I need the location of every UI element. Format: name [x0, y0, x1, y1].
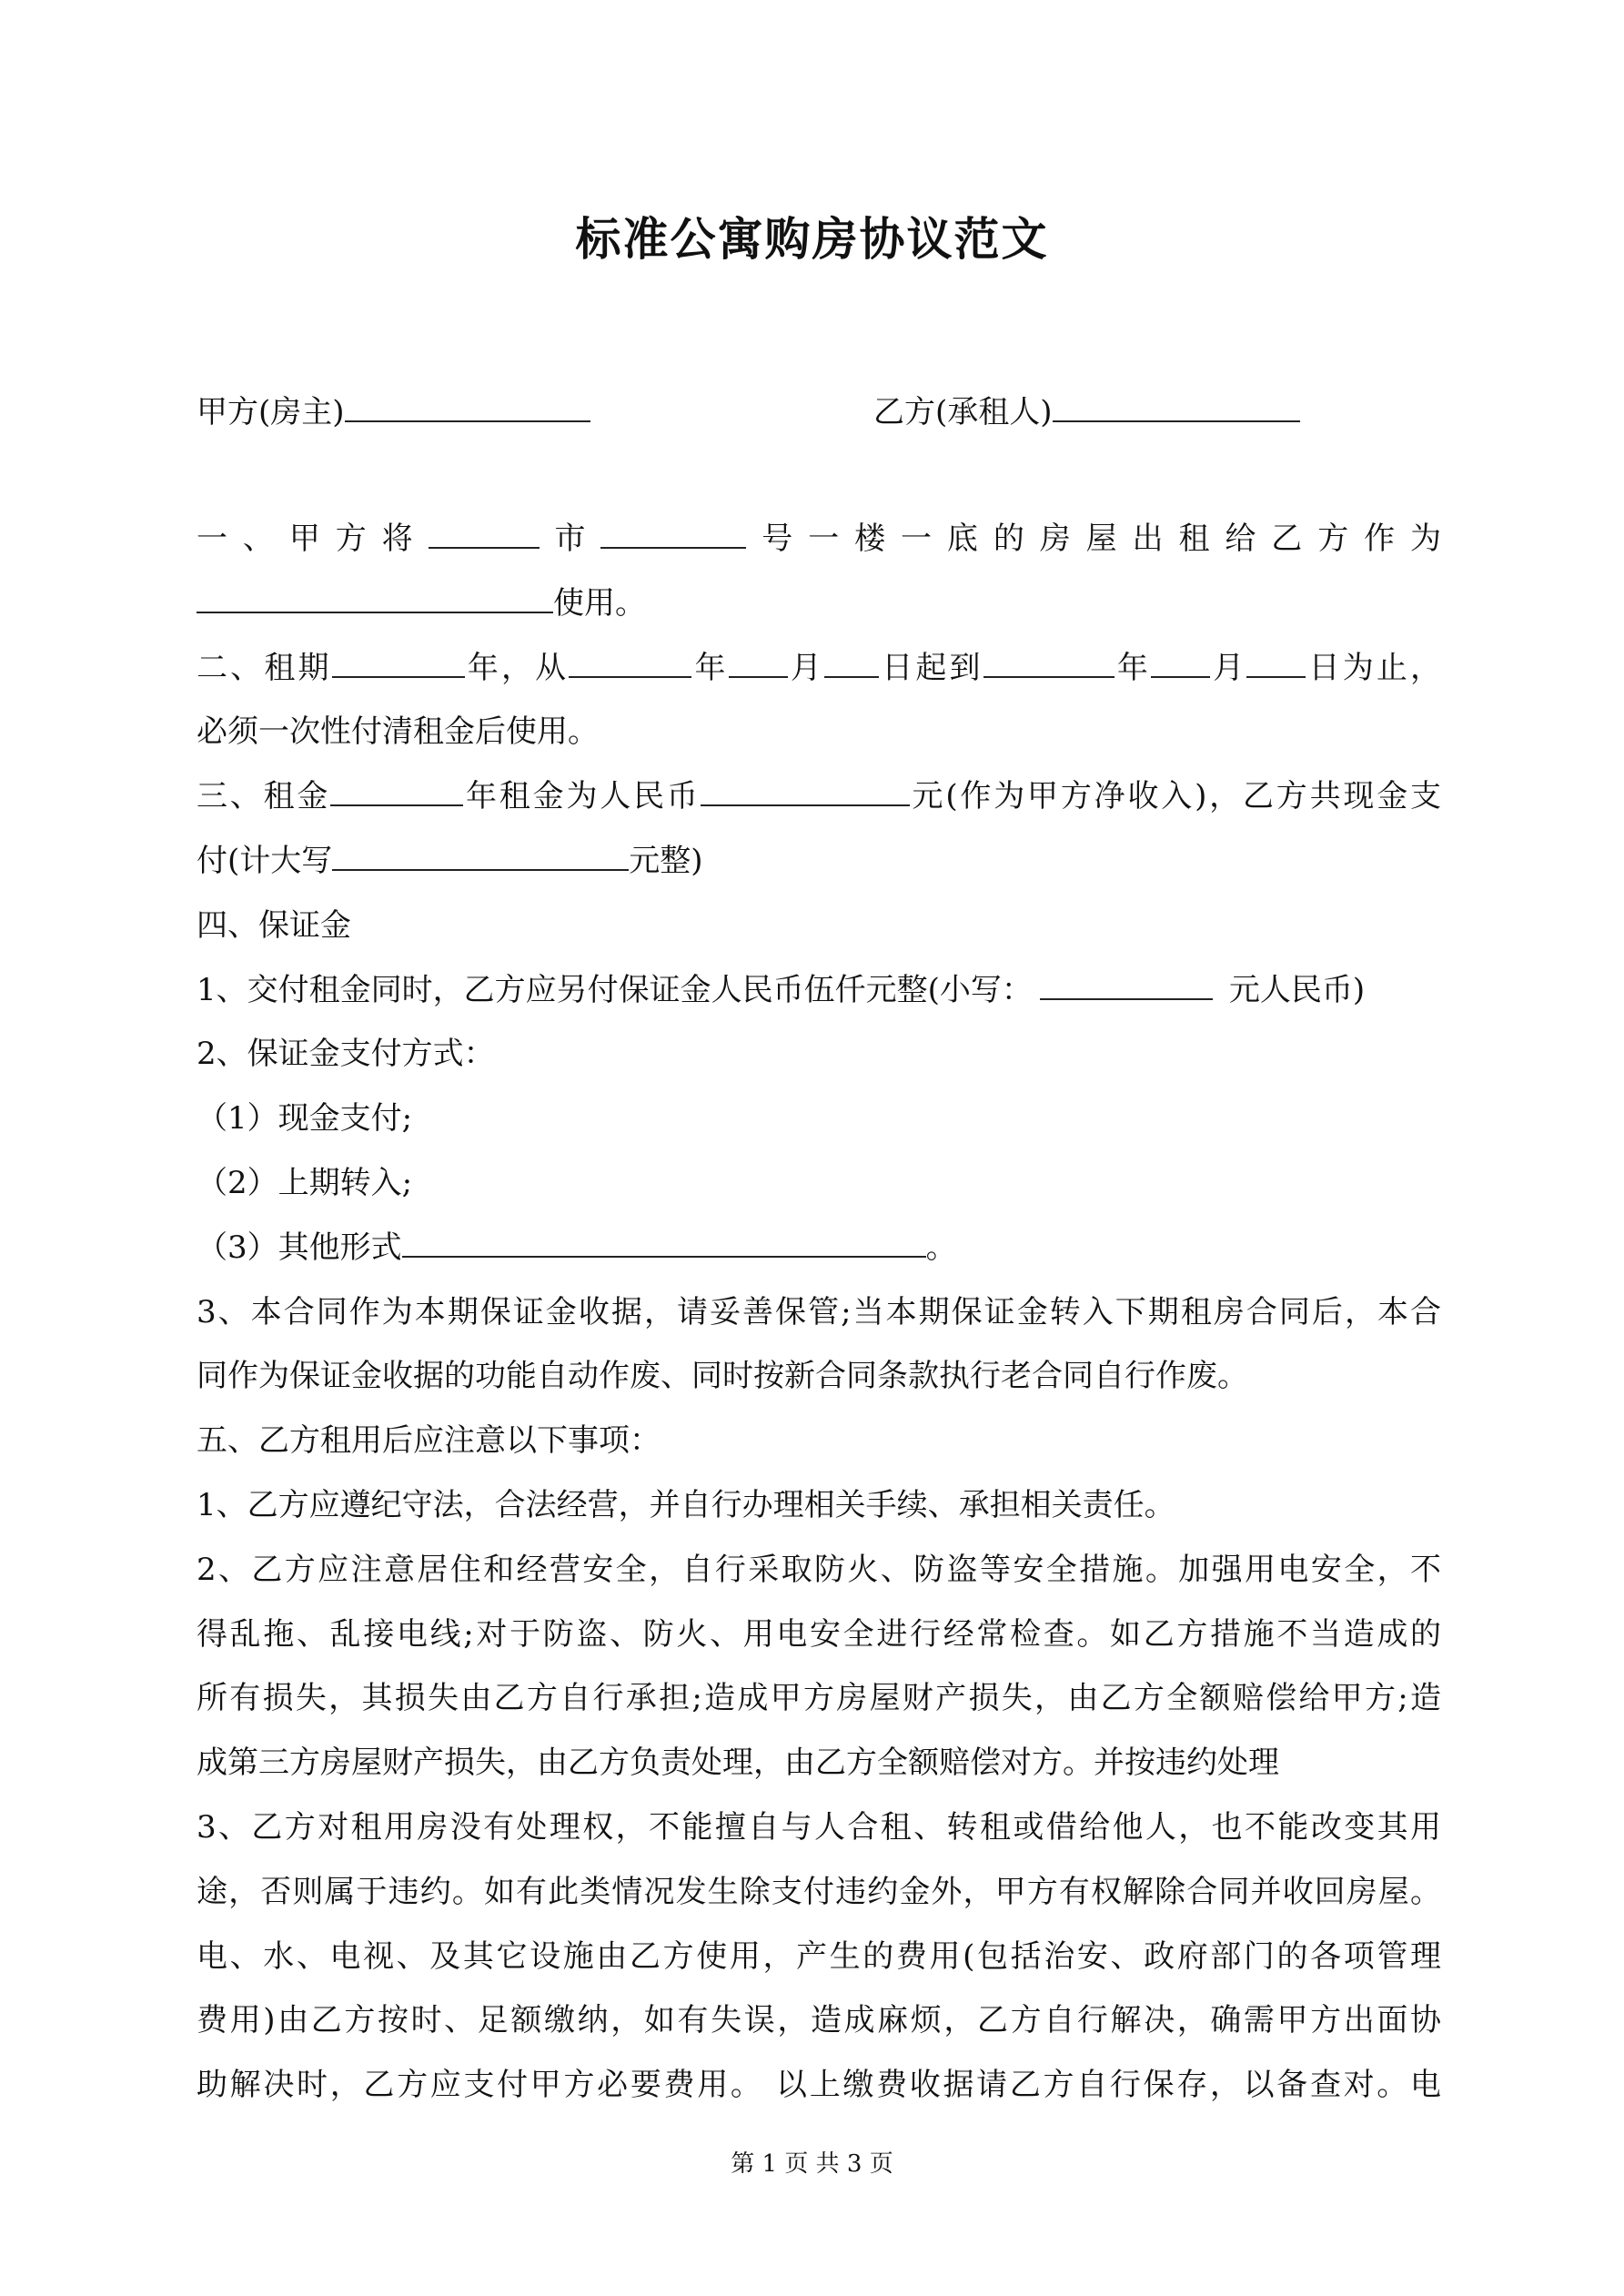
fill-in-blank[interactable]: [569, 649, 691, 678]
party-b-field: [873, 382, 1300, 442]
fill-in-blank[interactable]: [330, 777, 463, 806]
text-segment: 二、租期: [197, 649, 332, 686]
text-segment: 元整): [629, 842, 703, 879]
text-line: [197, 2053, 1441, 2118]
fill-in-blank[interactable]: [1040, 971, 1213, 1000]
party-a-field: [197, 382, 590, 442]
text-line: [197, 958, 1441, 1023]
text-segment: 三、租金: [197, 778, 331, 815]
text-line: [197, 1666, 1441, 1731]
text-line: [197, 1151, 1441, 1216]
fill-in-blank[interactable]: [429, 520, 540, 549]
text-segment: 3、本合同作为本期保证金收据，请妥善保管;当本期保证金转入下期租房合同后，本合: [197, 1293, 1441, 1330]
text-segment: 四、保证金: [197, 906, 351, 944]
text-segment: 年租金为人民币: [463, 778, 701, 815]
text-line: [197, 1087, 1441, 1151]
text-segment: 元(作为甲方净收入)，乙方共现金支: [909, 778, 1442, 815]
text-segment: （1）现金支付;: [197, 1100, 413, 1138]
text-segment: 2、保证金支付方式：: [197, 1036, 495, 1073]
text-segment: 电、水、电视、及其它设施由乙方使用，产生的费用(包括治安、政府部门的各项管理: [197, 1937, 1441, 1975]
text-line: [197, 1860, 1441, 1925]
text-segment: 年: [691, 649, 729, 686]
text-line: [197, 1538, 1441, 1603]
text-line: [197, 1795, 1441, 1860]
text-line: [197, 894, 1441, 958]
text-line: [197, 1603, 1441, 1667]
fill-in-blank[interactable]: [600, 520, 746, 549]
text-segment: （2）上期转入;: [197, 1164, 413, 1201]
text-segment: 元人民币): [1228, 971, 1366, 1008]
fill-in-blank[interactable]: [824, 649, 879, 678]
text-line: [197, 1344, 1441, 1409]
text-segment: 月: [787, 649, 825, 686]
text-segment: 市: [539, 521, 601, 557]
text-line: [197, 1216, 1441, 1280]
text-segment: 付(计大写: [197, 842, 333, 879]
text-line: [197, 829, 1441, 894]
page-footer: 第 1 页 共 3 页: [731, 2150, 893, 2178]
text-line: [197, 636, 1441, 701]
text-segment: （3）其他形式: [197, 1229, 402, 1266]
fill-in-blank[interactable]: [332, 842, 629, 871]
text-segment: 号一楼一底的房屋出租给乙方作为: [746, 521, 1442, 557]
text-segment: 年，从: [464, 649, 570, 686]
text-segment: 必须一次性付清租金后使用。: [197, 713, 599, 751]
party-a-label: 甲方(房主): [197, 394, 345, 430]
text-segment: 使用。: [553, 584, 646, 622]
text-line: [197, 1731, 1441, 1795]
text-segment: 一、甲方将: [197, 521, 429, 557]
text-segment: 同作为保证金收据的功能自动作废、同时按新合同条款执行老合同自行作废。: [197, 1358, 1248, 1395]
text-line: [197, 571, 1441, 636]
party-b-blank[interactable]: [1053, 393, 1300, 422]
text-line: [197, 507, 1441, 571]
fill-in-blank[interactable]: [1246, 649, 1306, 678]
text-segment: 得乱拖、乱接电线;对于防盗、防火、用电安全进行经常检查。如乙方措施不当造成的: [197, 1615, 1441, 1653]
fill-in-blank[interactable]: [983, 649, 1115, 678]
text-line: [197, 1409, 1441, 1473]
text-line: [197, 1925, 1441, 1989]
text-segment: 成第三方房屋财产损失，由乙方负责处理，由乙方全额赔偿对方。并按违约处理: [197, 1745, 1279, 1782]
text-segment: 费用)由乙方按时、足额缴纳，如有失误，造成麻烦，乙方自行解决，确需甲方出面协: [197, 2002, 1441, 2039]
text-segment: 年: [1114, 649, 1152, 686]
fill-in-blank[interactable]: [701, 777, 910, 806]
agreement-body: [197, 507, 1441, 2118]
fill-in-blank[interactable]: [332, 649, 465, 678]
text-segment: 日为止，: [1306, 649, 1442, 686]
text-segment: 2、乙方应注意居住和经营安全，自行采取防火、防盗等安全措施。加强用电安全，不: [197, 1551, 1441, 1588]
text-segment: 途，否则属于违约。如有此类情况发生除支付违约金外，甲方有权解除合同并收回房屋。: [197, 1873, 1441, 1910]
text-segment: 日起到: [879, 649, 983, 686]
fill-in-blank[interactable]: [1151, 649, 1210, 678]
fill-in-blank[interactable]: [729, 649, 788, 678]
text-line: [197, 764, 1441, 829]
text-segment: 所有损失，其损失由乙方自行承担;造成甲方房屋财产损失，由乙方全额赔偿给甲方;造: [197, 1680, 1441, 1717]
text-segment: 3、乙方对租用房没有处理权，不能擅自与人合租、转租或借给他人，也不能改变其用: [197, 1808, 1441, 1846]
text-line: [197, 1280, 1441, 1345]
text-line: [197, 1988, 1441, 2053]
text-segment: 月: [1210, 649, 1247, 686]
text-segment: 。: [925, 1229, 957, 1266]
document-title: 标准公寓购房协议范文: [575, 212, 1049, 266]
fill-in-blank[interactable]: [402, 1229, 926, 1258]
text-segment: 1、乙方应遵纪守法，合法经营，并自行办理相关手续、承担相关责任。: [197, 1486, 1175, 1523]
fill-in-blank[interactable]: [197, 584, 553, 613]
text-line: [197, 1473, 1441, 1538]
text-segment: 助解决时，乙方应支付甲方必要费用。 以上缴费收据请乙方自行保存，以备查对。电: [197, 2067, 1441, 2104]
text-line: [197, 700, 1441, 764]
party-a-blank[interactable]: [345, 393, 590, 422]
text-segment: 1、交付租金同时，乙方应另付保证金人民币伍仟元整(小写：: [197, 971, 1033, 1008]
text-segment: 五、乙方租用后应注意以下事项：: [197, 1422, 661, 1460]
party-b-label: 乙方(承租人): [873, 394, 1053, 430]
text-line: [197, 1022, 1441, 1087]
